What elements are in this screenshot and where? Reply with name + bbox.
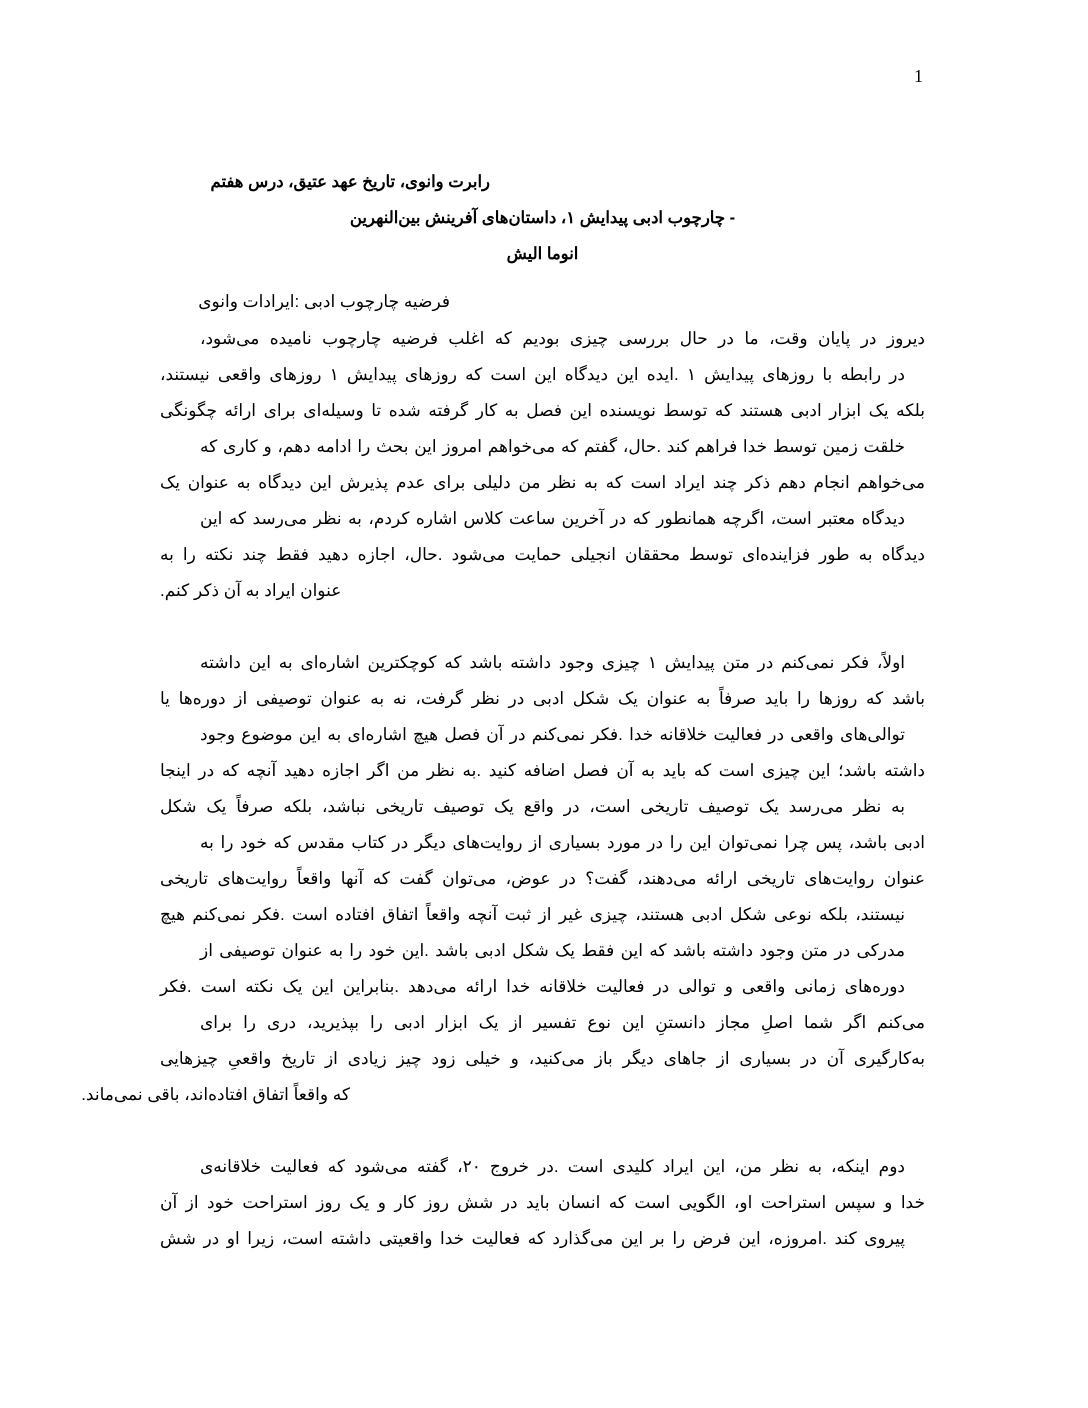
body-line: به‌کارگیری آن در بسیاری از جاهای دیگر باز می‌کنید، و خیلی زود چیز زیادی از تاریخ واقعیِ چیزهایی: [160, 1049, 925, 1068]
body-line: خلقت زمین توسط خدا فراهم کند .حال، گفتم که می‌خواهم امروز این بحث را ادامه دهم، و کاری که: [200, 437, 905, 456]
body-line: باشد که روزها را باید صرفاً به عنوان یک شکل ادبی در نظر گرفت، نه به عنوان توصیفی از دوره‌ها یا: [160, 689, 925, 708]
document-title: رابرت وانوی، تاریخ عهد عتیق، درس هفتم: [210, 173, 490, 191]
body-line: می‌خواهم انجام دهم ذکر چند ایراد است که به نظر من دلیلی برای عدم پذیرش این دیدگاه به عنوان یک: [160, 473, 925, 492]
body-line: مدرکی در متن وجود داشته باشد که این فقط یک شکل ادبی باشد .این خود را به عنوان توصیفی از: [200, 941, 905, 960]
body-line: که واقعاً اتفاق افتاده‌اند، باقی نمی‌ماند.: [81, 1085, 350, 1104]
body-line: ادبی باشد، پس چرا نمی‌توان این را در مورد بسیاری از روایت‌های دیگر در کتاب مقدس که خود را به: [200, 833, 925, 852]
section-heading: فرضیه چارچوب ادبی :ایرادات وانوی: [198, 292, 450, 311]
body-line: پیروی کند .امروزه، این فرض را بر این می‌گذارد که فعالیت خدا واقعیتی داشته است، زیرا او در شش: [160, 1229, 905, 1248]
body-line: دوم اینکه، به نظر من، این ایراد کلیدی است .در خروج ۲۰، گفته می‌شود که فعالیت خلاقانه‌ی: [200, 1157, 905, 1176]
body-line: به نظر می‌رسد یک توصیف تاریخی است، در واقع یک توصیف تاریخی نباشد، بلکه صرفاً یک شکل: [160, 797, 905, 816]
body-line: نیستند، بلکه نوعی شکل ادبی هستند، چیزی غیر از ثبت آنچه واقعاً اتفاق افتاده است .فکر نمی‌کنم هیچ: [160, 905, 905, 924]
body-line: اولاً، فکر نمی‌کنم در متن پیدایش ۱ چیزی وجود داشته باشد که کوچکترین اشاره‌ای به این داشته: [200, 653, 905, 672]
page-number: 1: [914, 66, 923, 86]
body-line: می‌کنم اگر شما اصلِ مجاز دانستنِ این نوع تفسیر از یک ابزار ادبی را بپذیرید، دری را برای: [200, 1013, 925, 1032]
body-line: دیدگاه به طور فزاینده‌ای توسط محققان انجیلی حمایت می‌شود .حال، اجازه دهید فقط چند نکته را به: [160, 545, 925, 564]
body-line: بلکه یک ابزار ادبی هستند که توسط نویسنده این فصل به کار گرفته شده تا وسیله‌ای برای ارائه چگونگی: [160, 401, 925, 420]
body-line: توالی‌های واقعی در فعالیت خلاقانه خدا .فکر نمی‌کنم در آن فصل هیچ اشاره‌ای به این موضوع وجود: [200, 725, 905, 744]
document-subtitle: - چارچوب ادبی پیدایش ۱، داستان‌های آفرینش بین‌النهرین: [349, 209, 736, 227]
body-line: داشته باشد؛ این چیزی است که باید به آن فصل اضافه کنید .به نظر من اگر اجازه دهید آنچه که در اینجا: [160, 761, 925, 780]
body-line: عنوان ایراد به آن ذکر کنم.: [160, 581, 342, 600]
body-line: در رابطه با روزهای پیدایش ۱ .ایده این دیدگاه این است که روزهای پیدایش ۱ روزهای واقعی نیستند،: [160, 365, 906, 384]
body-line: دوره‌های زمانی واقعی و توالی در فعالیت خلاقانه خدا ارائه می‌دهد .بنابراین این یک نکته است .فکر: [160, 977, 905, 996]
body-line: دیروز در پایان وقت، ما در حال بررسی چیزی بودیم که اغلب فرضیه چارچوب نامیده می‌شود،: [200, 329, 925, 348]
translator-name: انوما الیش: [506, 245, 579, 263]
body-line: خدا و سپس استراحت او، الگویی است که انسان باید در شش روز کار و یک روز استراحت خود از آن: [160, 1193, 925, 1212]
body-line: دیدگاه معتبر است، اگرچه همانطور که در آخرین ساعت کلاس اشاره کردم، به نظر می‌رسد که این: [200, 509, 905, 528]
body-line: عنوان روایت‌های تاریخی ارائه می‌دهند، گفت؟ در عوض، می‌توان گفت که آنها واقعاً روایت‌های تاریخی: [160, 869, 925, 888]
